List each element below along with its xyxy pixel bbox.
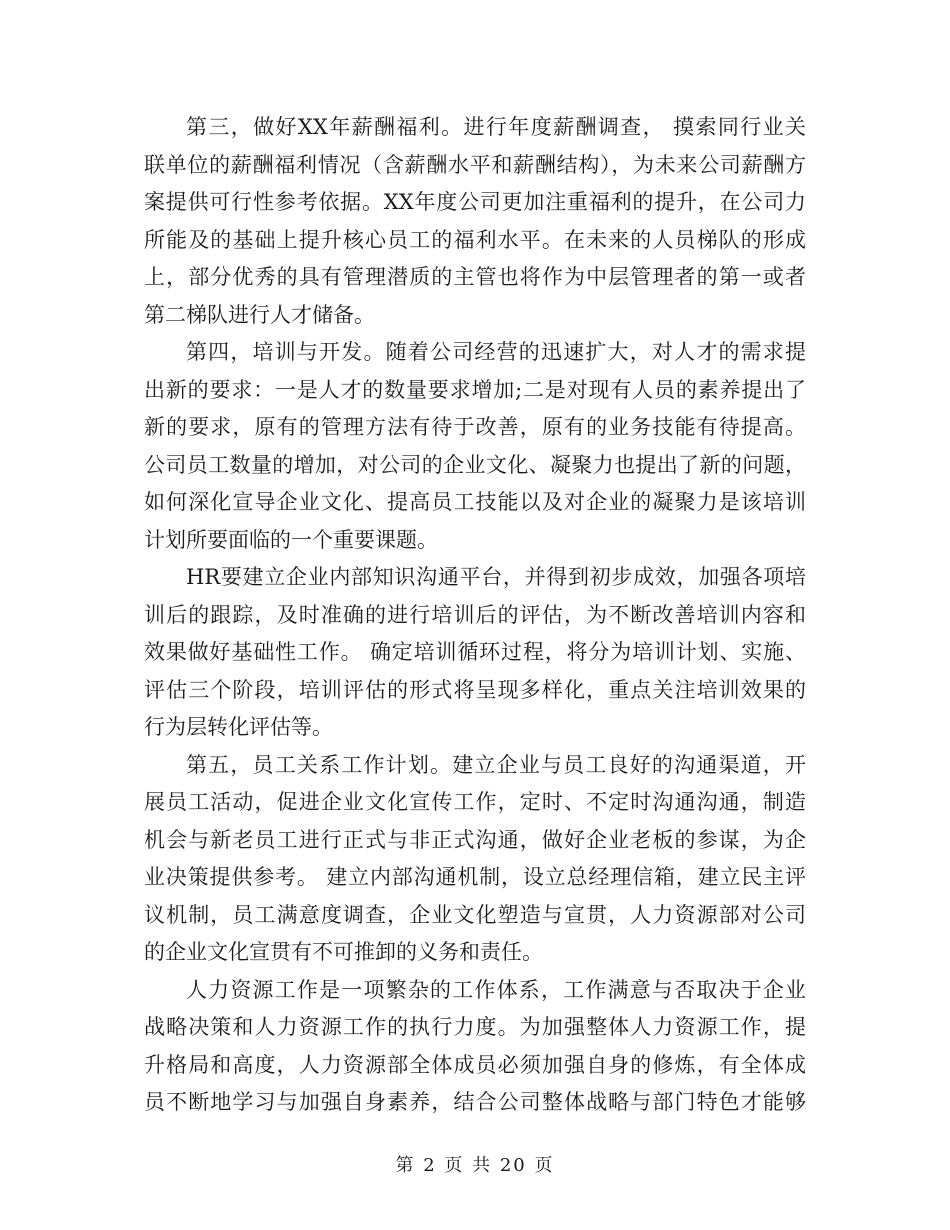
text-line: 公司员工数量的增加，对公司的企业文化、凝聚力也提出了新的问题， xyxy=(144,452,806,477)
text-line: 第五，员工关系工作计划。建立企业与员工良好的沟通渠道，开 xyxy=(186,752,806,777)
text-line: 展员工活动，促进企业文化宣传工作，定时、不定时沟通沟通，制造 xyxy=(144,790,806,814)
text-line: 升格局和高度，人力资源部全体成员必须加强自身的修炼，有全体成 xyxy=(144,1052,806,1077)
text-line: 如何深化宣导企业文化、提高员工技能以及对企业的凝聚力是该培训 xyxy=(144,490,806,514)
text-line: 训后的跟踪，及时准确的进行培训后的评估，为不断改善培训内容和 xyxy=(144,602,806,627)
text-line: 员不断地学习与加强自身素养，结合公司整体战略与部门特色才能够 xyxy=(144,1090,806,1114)
text-line: HR要建立企业内部知识沟通平台，并得到初步成效，加强各项培 xyxy=(186,565,806,589)
text-line: 效果做好基础性工作。 确定培训循环过程，将分为培训计划、实施、 xyxy=(144,640,806,664)
text-line: 第二梯队进行人才储备。 xyxy=(144,302,375,327)
text-line: 新的要求，原有的管理方法有待于改善，原有的业务技能有待提高。 xyxy=(144,415,806,439)
text-line: 机会与新老员工进行正式与非正式沟通，做好企业老板的参谋，为企 xyxy=(144,827,806,852)
text-line: 的企业文化宣贯有不可推卸的义务和责任。 xyxy=(144,940,543,964)
text-line: 上，部分优秀的具有管理潜质的主管也将作为中层管理者的第一或者 xyxy=(144,265,806,289)
text-line: 人力资源工作是一项繁杂的工作体系，工作满意与否取决于企业 xyxy=(186,977,806,1002)
document-body xyxy=(144,109,806,1122)
page-number-footer: 第 2 页 共 20 页 xyxy=(395,1155,555,1176)
paragraph-hr-platform xyxy=(144,559,806,747)
text-line: 业决策提供参考。 建立内部沟通机制，设立总经理信箱，建立民主评 xyxy=(144,865,806,889)
text-line: 第三，做好XX年薪酬福利。进行年度薪酬调查， 摸索同行业关 xyxy=(186,115,806,139)
paragraph-fourth-training xyxy=(144,334,806,559)
paragraph-hr-system xyxy=(144,972,806,1122)
text-line: 联单位的薪酬福利情况（含薪酬水平和薪酬结构），为未来公司薪酬方 xyxy=(144,152,806,177)
text-line: 评估三个阶段，培训评估的形式将呈现多样化，重点关注培训效果的 xyxy=(144,677,806,702)
text-line: 出新的要求：一是人才的数量要求增加;二是对现有人员的素养提出了 xyxy=(144,377,806,402)
text-line: 第四，培训与开发。随着公司经营的迅速扩大，对人才的需求提 xyxy=(186,340,806,364)
paragraph-third-compensation xyxy=(144,109,806,334)
text-line: 计划所要面临的一个重要课题。 xyxy=(144,527,438,552)
text-line: 行为层转化评估等。 xyxy=(144,715,333,739)
text-line: 战略决策和人力资源工作的执行力度。为加强整体人力资源工作，提 xyxy=(144,1015,806,1039)
text-line: 案提供可行性参考依据。XX年度公司更加注重福利的提升，在公司力 xyxy=(144,190,806,214)
text-line: 议机制，员工满意度调查，企业文化塑造与宣贯，人力资源部对公司 xyxy=(144,902,806,927)
paragraph-fifth-employee-relations xyxy=(144,747,806,972)
text-line: 所能及的基础上提升核心员工的福利水平。在未来的人员梯队的形成 xyxy=(144,227,806,252)
